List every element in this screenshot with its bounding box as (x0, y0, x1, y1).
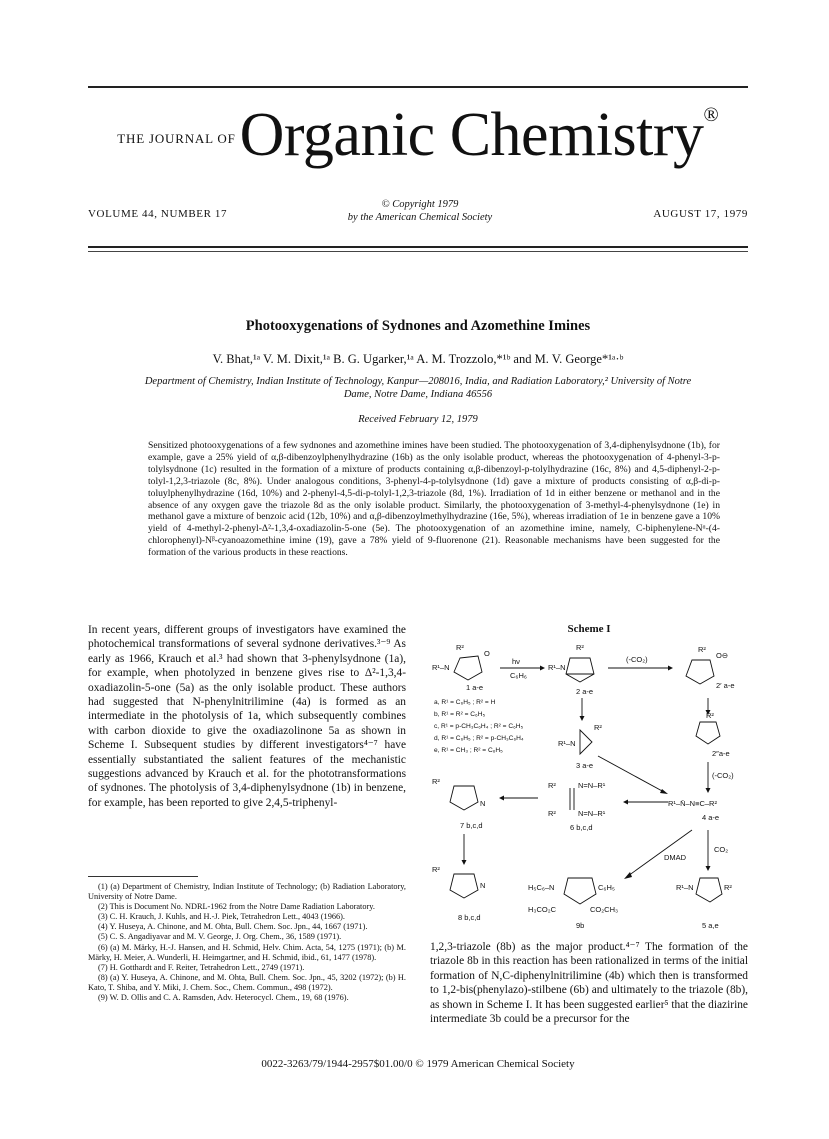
footnote: (6) (a) M. Märky, H.-J. Hansen, and H. Schmid, Helv. Chim. Acta, 54, 1275 (1971); (b) M. Märky, H. Meier, A. Wunderli, H. Heimgartner, and H. Schmid, ibid., 61, 1477 (1978). (88, 942, 406, 962)
r2-label: R² (698, 645, 706, 654)
footnote: (3) C. H. Krauch, J. Kuhls, and H.-J. Piek, Tetrahedron Lett., 4043 (1966). (98, 912, 345, 922)
substituent-e: e, R¹ = CH₃ ; R² = C₆H₅ (434, 747, 503, 754)
substituent-b: b, R¹ = R² = C₆H₅ (434, 711, 486, 718)
reaction-scheme (430, 638, 748, 938)
footnote: (2) This is Document No. NDRL-1962 from the Notre Dame Radiation Laboratory. (98, 902, 375, 912)
bisazo-stilbene (548, 781, 606, 832)
issue-date: AUGUST 17, 1979 (653, 208, 748, 220)
diazirine-structure (558, 723, 602, 770)
top-rule (88, 86, 748, 88)
registered-mark: ® (703, 104, 719, 126)
author-list: V. Bhat,¹ᵃ V. M. Dixit,¹ᵃ B. G. Ugarker,¹ᵃ A. M. Trozzolo,*¹ᵇ and M. V. George*¹ᵃ·ᵇ (212, 352, 624, 366)
minus-co2-label: (-CO₂) (626, 655, 648, 664)
r1n-label: R¹–N (676, 883, 694, 892)
compound-4: 4 a-e (702, 813, 720, 822)
masthead-title: Organic Chemistry (239, 101, 704, 169)
compound-2-prime: 2′ a-e (716, 681, 735, 690)
masthead-rule-bottom (88, 251, 748, 252)
r2-label: R² (456, 643, 464, 652)
compound-1: 1 a-e (466, 683, 484, 692)
footnote: (4) Y. Huseya, A. Chinone, and M. Ohta, Bull. Chem. Soc. Jpn., 44, 1667 (1971). (98, 922, 368, 932)
r2-label: R² (432, 777, 440, 786)
footnote: (5) C. S. Angadiyavar and M. V. George, J. Org. Chem., 36, 1589 (1971). (98, 932, 342, 942)
bicyclic-intermediate (548, 643, 594, 696)
compound-9: 9b (576, 921, 585, 930)
footnote: (7) H. Gotthardt and F. Reiter, Tetrahedron Lett., 2749 (1971). (98, 962, 305, 972)
r1n-label: R¹–N (558, 739, 576, 748)
ester-right-label: CO₂CH₃ (590, 905, 619, 914)
ketene-structure (686, 645, 735, 690)
triazole-structure (432, 865, 485, 922)
body-text-right: 1,2,3-triazole (8b) as the major product.⁴⁻⁷ The formation of the triazole 8b in this reaction has been rationalized in terms of the initial formation of N,C-diphenylnitrilimine (4b) which then is transformed to 1,2-bis(phenylazo)-stilbene (6b) and ultimately to the triazole (8b), as shown in Scheme I. It has been suggested earlier⁵ that the diazirine intermediate 3b could be a precursor for the (430, 941, 748, 1026)
azo-label: N=N–R¹ (578, 809, 606, 818)
copyright-notice (300, 198, 540, 224)
o-minus-label: O⊖ (716, 651, 729, 660)
r2-label: R² (548, 781, 556, 790)
scheme-title: Scheme I (567, 623, 611, 635)
article-title: Photooxygenations of Sydnones and Azomethine Imines (245, 318, 591, 334)
r2-label: R² (706, 711, 714, 720)
azo-label: N=N–R¹ (578, 781, 606, 790)
footnote: (1) (a) Department of Chemistry, Indian Institute of Technology; (b) Radiation Laboratory, University of Notre Dame. (88, 882, 406, 902)
r1n-label: R¹–N (548, 663, 566, 672)
received-date: Received February 12, 1979 (358, 414, 478, 425)
page-footer: 0022-3263/79/1944-2957$01.00/0 © 1979 American Chemical Society (261, 1058, 575, 1070)
hv-label: hν (512, 657, 520, 666)
co2-label: CO₂ (714, 845, 729, 854)
compound-5: 5 a,e (702, 921, 719, 930)
r1n-label: R¹–N (432, 663, 450, 672)
oxadiazole-betaine (696, 711, 730, 758)
masthead-rule-top (88, 246, 748, 248)
compound-6: 6 b,c,d (570, 823, 593, 832)
substituent-list (434, 699, 524, 754)
journal-masthead (88, 100, 748, 171)
compound-8: 8 b,c,d (458, 913, 481, 922)
nitrilimine-label: R¹–N̄–N≡C–R² (668, 799, 717, 808)
substituent-c: c, R¹ = p-CH₃C₆H₄ ; R² = C₆H₅ (434, 723, 524, 730)
o-label: O (484, 649, 490, 658)
compound-7: 7 b,c,d (460, 821, 483, 830)
n-label: N (480, 799, 486, 808)
compound-2-double-prime: 2″a-e (712, 749, 730, 758)
benzene-label: C₆H₆ (510, 671, 527, 680)
n-label: N (480, 881, 486, 890)
phenyl-n-label: H₅C₆–N (528, 883, 555, 892)
copyright-line-2: by the American Chemical Society (347, 212, 493, 223)
r2-label: R² (724, 883, 732, 892)
affiliation: Department of Chemistry, Indian Institute of Technology, Kanpur—208016, India, and Radiation Laboratory,² University of Notre Dame, Notre Dame, Indiana 46556 (144, 376, 692, 400)
abstract: Sensitized photooxygenations of a few sydnones and azomethine imines have been studied. The photooxygenation of 3,4-diphenylsydnone (1b), for example, gave a 25% yield of α,β-dibenzoylphenylhydrazine (16b) as the only isolable product, whereas the photooxygenation of 4-phenyl-3-p-tolylsydnone (1c) resulted in the formation of a mixture of products containing α,β-dibenzoyl-p-tolylhydrazine (16c, 8%) and 4,5-diphenyl-2-p-tolyl-1,2,3-triazole (8c, 8%). Under analogous conditions, 3-phenyl-4-p-tolylsydnone (1d) gave a mixture of products consisting of α,β-di-p-toluylphenylhydrazine (16d, 10%) and 2-phenyl-4,5-di-p-tolyl-1,2,3-triazole (8d, 1%). Irradiation of 1d in either benzene or methanol and in the absence of any oxygen gave the triazole 8d as the only isolable product. Similarly, the photooxygenation of 3-methyl-4-phenylsydnone (1e) in methanol gave a mixture of benzoic acid (12b, 10%) and α,β-dibenzoylmethylhydrazine (16e, 5%), whereas irradiation of 1e in benzene gave a 10% yield of 4-methyl-2-phenyl-Δ²-1,3,4-oxadiazolin-5-one (5e). The photooxygenation of an azomethine imine, namely, C-biphenylene-Nᵅ-(4-chlorophenyl)-Nᵝ-cyanoazomethine imine (19), gave a 78% yield of 9-fluorenone (21). Reasonable mechanisms have been suggested for the formation of the various products in these reactions. (148, 440, 720, 559)
footnote-rule (88, 876, 198, 877)
substituent-a: a, R¹ = C₆H₅ ; R² = H (434, 699, 496, 706)
copyright-line-1: © Copyright 1979 (381, 199, 459, 210)
r2-label: R² (594, 723, 602, 732)
r2-label: R² (576, 643, 584, 652)
masthead-prefix: THE JOURNAL OF (117, 131, 236, 146)
ester-left-label: H₃CO₂C (528, 905, 557, 914)
footnote: (8) (a) Y. Huseya, A. Chinone, and M. Ohta, Bull. Chem. Soc. Jpn., 45, 3202 (1972); (b) H. Kato, T. Shiba, and Y. Miki, J. Chem. Soc., Chem. Commun., 498 (1972). (88, 972, 406, 992)
r2-label: R² (548, 809, 556, 818)
triazolium-ylide (432, 777, 485, 830)
footnotes (88, 882, 406, 1003)
r2-label: R² (432, 865, 440, 874)
dmad-label: DMAD (664, 853, 687, 862)
sydnone-structure (432, 643, 490, 692)
footnote: (9) W. D. Ollis and C. A. Ramsden, Adv. Heterocycl. Chem., 19, 68 (1976). (98, 993, 349, 1003)
compound-3: 3 a-e (576, 761, 594, 770)
pyrazole-structure (528, 878, 618, 930)
oxadiazolinone-structure (676, 878, 732, 930)
compound-2: 2 a-e (576, 687, 594, 696)
minus-co2-label-b: (-CO₂) (712, 771, 734, 780)
body-text-left: In recent years, different groups of investigators have examined the photochemical transformations of several sydnone derivatives.³⁻⁹ As early as 1966, Krauch et al.³ had shown that 3-phenylsydnone (1a), for example, when photolyzed in benzene gives rise to Δ²-1,3,4-oxadiazolin-5-one (5a) as the only isolable product. These authors had suggested that N-phenylnitrilimine (4a) is formed as an intermediate in the photolysis of 1a, which subsequently combines with carbon dioxide to give the oxadiazolinone 5a as shown in Scheme I. Subsequent studies by different investigators⁴⁻⁷ have essentially substantiated the salient features of the mechanistic suggestions advanced by Krauch et al. for the phototransformations of sydnones. The photolysis of 3,4-diphenylsydnone (1b) in benzene, for example, has been reported to give 2,4,5-triphenyl- (88, 624, 406, 809)
volume-number: VOLUME 44, NUMBER 17 (88, 208, 228, 220)
phenyl-label: C₆H₅ (598, 883, 615, 892)
substituent-d: d, R¹ = C₆H₅ ; R² = p-CH₃C₆H₄ (434, 735, 524, 742)
